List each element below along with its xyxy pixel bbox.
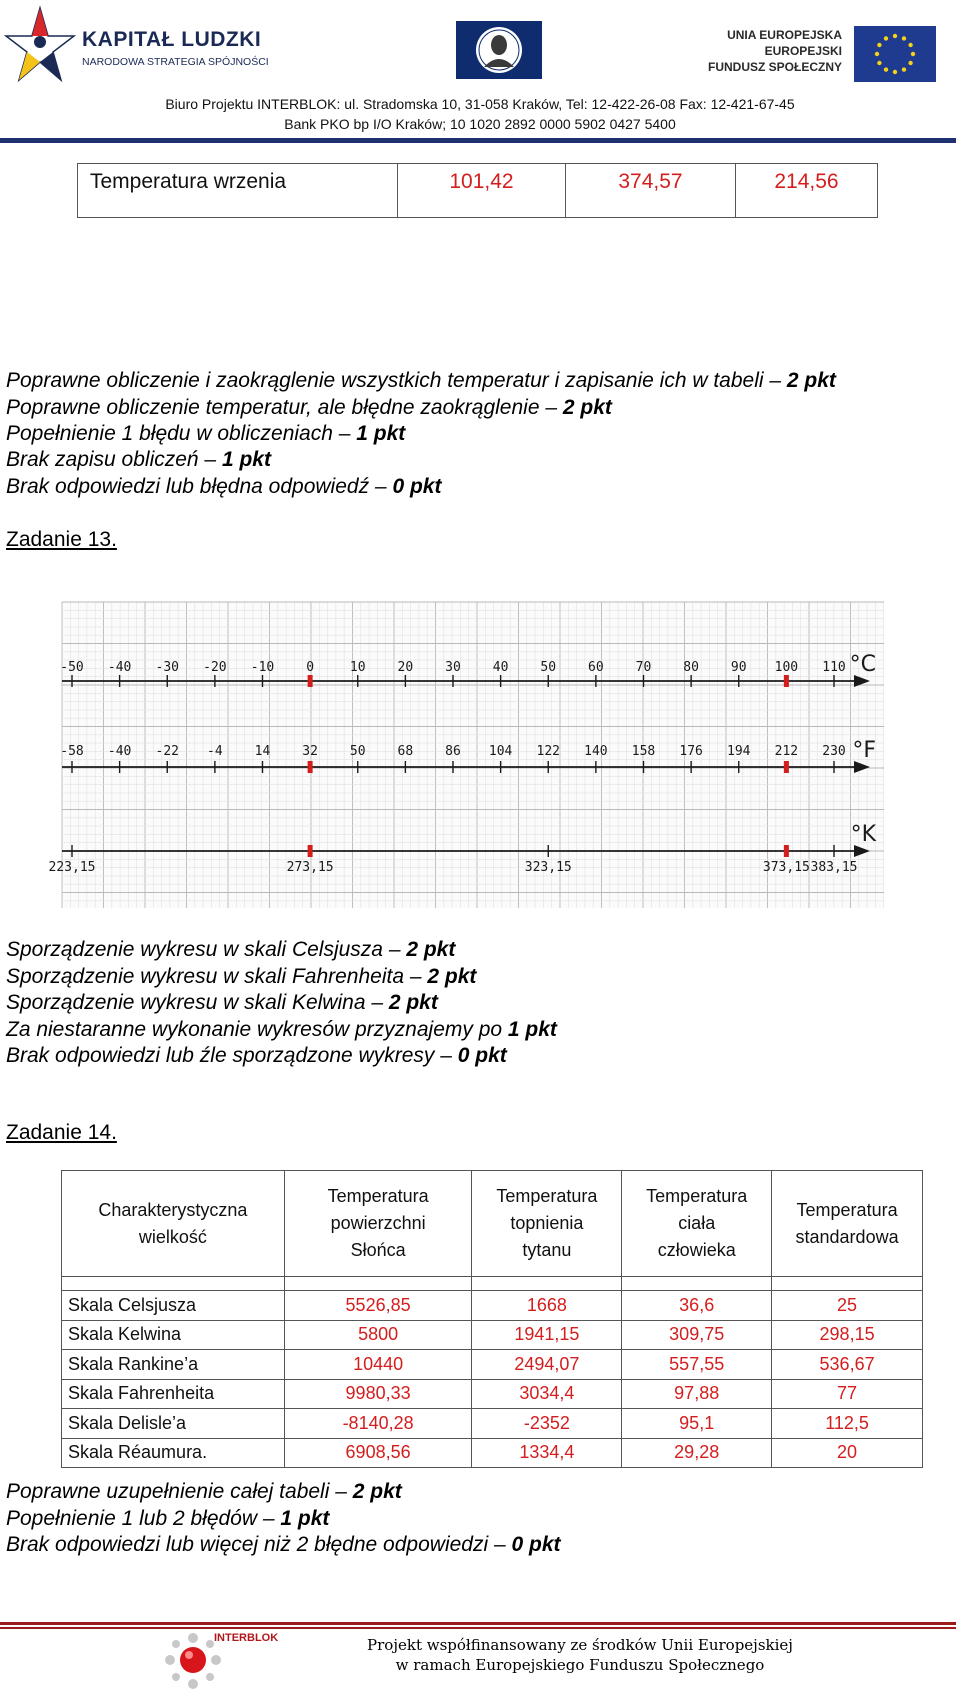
axis-unit-label: °F [852, 738, 876, 763]
axis-tick-label: 0 [306, 660, 315, 675]
table-cell-value: 374,57 [566, 164, 736, 218]
scoring-text: Poprawne obliczenie temperatur, ale błędne zaokrąglenie – [6, 396, 563, 419]
scoring-line [6, 475, 441, 499]
scoring-points: 2 pkt [352, 1480, 402, 1503]
table-cell-value: 6908,56 [284, 1438, 472, 1468]
column-header: Temperatura powierzchni Słońca [284, 1171, 472, 1277]
axis-unit-label: °C [849, 652, 876, 677]
table-cell-value: 1334,4 [472, 1438, 622, 1468]
scoring-points: 2 pkt [427, 965, 477, 988]
eu-star [893, 70, 897, 74]
reference-marker [784, 761, 789, 773]
scoring-line [6, 1507, 329, 1531]
footer-line-1: Projekt współfinansowany ze środków Unii Europejskiej [367, 1636, 793, 1654]
row-label: Skala Fahrenheita [62, 1379, 285, 1409]
eu-star [911, 52, 915, 56]
table-cell-value: 214,56 [736, 164, 878, 218]
table-cell-value: 25 [772, 1291, 923, 1321]
reference-marker [784, 675, 789, 687]
axis-unit-label: °K [850, 822, 876, 847]
axis-tick-label: 10 [349, 660, 366, 675]
axis-tick-label: -50 [60, 660, 84, 675]
axis-tick-label: 223,15 [48, 860, 96, 875]
reference-marker [308, 845, 313, 857]
axis-tick-label: 176 [679, 744, 703, 759]
scoring-text: Brak zapisu obliczeń – [6, 448, 222, 471]
eu-star [875, 52, 879, 56]
axis-tick-label: -30 [155, 660, 179, 675]
scoring-line [6, 1533, 561, 1557]
scoring-points: 2 pkt [406, 938, 456, 961]
portrait-emblem-icon [456, 21, 542, 79]
table-cell-value: 309,75 [622, 1320, 772, 1350]
table-cell-value: 77 [772, 1379, 923, 1409]
table-cell-value: 36,6 [622, 1291, 772, 1321]
eu-logo-line3: FUNDUSZ SPOŁECZNY [707, 60, 842, 74]
scoring-text: Brak odpowiedzi lub źle sporządzone wykresy – [6, 1044, 458, 1067]
eu-logo-line1: UNIA EUROPEJSKA [727, 28, 842, 42]
axis-tick-label: -58 [60, 744, 84, 759]
table-cell-value: 3034,4 [472, 1379, 622, 1409]
axis-tick-label: 50 [349, 744, 366, 759]
scoring-line [6, 448, 271, 472]
header-divider [0, 138, 956, 143]
table-cell-value: 10440 [284, 1350, 472, 1380]
scoring-line [6, 1018, 557, 1042]
scoring-text: Sporządzenie wykresu w skali Fahrenheita – [6, 965, 428, 988]
scoring-text: Sporządzenie wykresu w skali Kelwina – [6, 991, 389, 1014]
table-cell-value: 298,15 [772, 1320, 923, 1350]
scoring-points: 0 pkt [392, 475, 442, 498]
table-spacer-row [62, 1277, 923, 1291]
eu-star [884, 36, 888, 40]
reference-marker [308, 675, 313, 687]
eu-logo [707, 24, 936, 84]
scoring-points: 2 pkt [786, 369, 836, 392]
axis-tick-label: 86 [445, 744, 461, 759]
scoring-points: 1 pkt [507, 1018, 557, 1041]
scoring-line [6, 396, 612, 420]
column-header: Temperatura topnienia tytanu [472, 1171, 622, 1277]
axis-tick-label: -4 [207, 744, 223, 759]
scoring-text: Brak odpowiedzi lub więcej niż 2 błędne odpowiedzi – [6, 1533, 512, 1556]
axis-tick-label: 323,15 [524, 860, 572, 875]
scoring-line [6, 1044, 507, 1068]
axis-tick-label: 158 [631, 744, 656, 759]
table-cell-value: -2352 [472, 1409, 622, 1439]
table-cell-value: 95,1 [622, 1409, 772, 1439]
scoring-points: 1 pkt [221, 448, 271, 471]
table-cell-value: 1941,15 [472, 1320, 622, 1350]
axis-tick-label: -22 [155, 744, 179, 759]
table-cell-value: 2494,07 [472, 1350, 622, 1380]
table-row [62, 1379, 923, 1409]
scoring-points: 1 pkt [356, 422, 406, 445]
axis-tick-label: 230 [822, 744, 846, 759]
axis-tick-label: 194 [727, 744, 751, 759]
eu-star [902, 67, 906, 71]
scoring-line [6, 1480, 402, 1504]
task-14-heading: Zadanie 14. [6, 1121, 117, 1144]
scoring-line [6, 422, 405, 446]
scoring-line [6, 369, 836, 393]
axis-tick-label: -40 [107, 744, 132, 759]
scoring-text: Sporządzenie wykresu w skali Celsjusza – [6, 938, 407, 961]
row-label: Skala Delisle’a [62, 1409, 285, 1439]
axis-tick-label: -20 [203, 660, 227, 675]
axis-tick-label: 100 [774, 660, 799, 675]
portrait-emblem-logo [456, 21, 542, 79]
column-header: Temperatura ciała człowieka [622, 1171, 772, 1277]
scoring-points: 0 pkt [511, 1533, 561, 1556]
table-cell-value: 9980,33 [284, 1379, 472, 1409]
reference-marker [308, 761, 313, 773]
scoring-text: Brak odpowiedzi lub błędna odpowiedź – [6, 475, 393, 498]
axis-tick-label: 70 [635, 660, 652, 675]
eu-logo-line2: EUROPEJSKI [764, 44, 842, 58]
table-row [62, 1438, 923, 1468]
address-line-2: Bank PKO bp I/O Kraków; 10 1020 2892 0000 5902 0427 5400 [284, 116, 676, 132]
axis-tick-label: 110 [822, 660, 846, 675]
table-header-row [62, 1171, 923, 1277]
axis-tick-label: 383,15 [810, 860, 858, 875]
table-cell-value: 101,42 [398, 164, 566, 218]
eu-star [893, 34, 897, 38]
temperature-scales-table [61, 1170, 923, 1468]
scoring-text: Poprawne obliczenie i zaokrąglenie wszystkich temperatur i zapisanie ich w tabeli – [6, 369, 787, 392]
eu-star [908, 61, 912, 65]
eu-star [877, 43, 881, 47]
axis-tick-label: 60 [588, 660, 604, 675]
table-cell-value: 557,55 [622, 1350, 772, 1380]
row-label: Skala Kelwina [62, 1320, 285, 1350]
table-row [62, 1320, 923, 1350]
eu-star [908, 43, 912, 47]
scoring-line [6, 965, 476, 989]
reference-marker [784, 845, 789, 857]
axis-tick-label: 273,15 [286, 860, 334, 875]
scoring-text: Popełnienie 1 błędu w obliczeniach – [6, 422, 357, 445]
footer-line-2: w ramach Europejskiego Funduszu Społecznego [395, 1656, 765, 1674]
table-row [62, 1350, 923, 1380]
table-cell-value: 20 [772, 1438, 923, 1468]
axis-tick-label: -40 [107, 660, 132, 675]
scoring-points: 0 pkt [457, 1044, 507, 1067]
address-line-1: Biuro Projektu INTERBLOK: ul. Stradomska 10, 31-058 Kraków, Tel: 12-422-26-08 Fax: 12-421-67-45 [165, 96, 795, 112]
axis-tick-label: 50 [540, 660, 557, 675]
table-cell-value: 29,28 [622, 1438, 772, 1468]
table-cell-value: -8140,28 [284, 1409, 472, 1439]
table-cell-value: 112,5 [772, 1409, 923, 1439]
table-row [78, 164, 878, 218]
scoring-points: 2 pkt [388, 991, 438, 1014]
temperature-scales-graph [48, 602, 884, 908]
axis-tick-label: -10 [250, 660, 275, 675]
axis-tick-label: 90 [730, 660, 747, 675]
kapital-ludzki-subtitle: NARODOWA STRATEGIA SPÓJNOŚCI [82, 56, 269, 68]
axis-tick-label: 30 [445, 660, 461, 675]
row-label: Skala Réaumura. [62, 1438, 285, 1468]
scoring-text: Poprawne uzupełnienie całej tabeli – [6, 1480, 353, 1503]
axis-tick-label: 32 [302, 744, 318, 759]
table-cell-value: 1668 [472, 1291, 622, 1321]
interblok-brand: INTERBLOK [214, 1632, 279, 1644]
scoring-text: Popełnienie 1 lub 2 błędów – [6, 1507, 281, 1530]
table-cell-value: 5800 [284, 1320, 472, 1350]
boiling-temperature-table [77, 163, 878, 218]
eu-star [877, 61, 881, 65]
scoring-points: 1 pkt [280, 1507, 330, 1530]
row-label: Skala Rankine’a [62, 1350, 285, 1380]
axis-tick-label: 68 [397, 744, 414, 759]
axis-tick-label: 122 [536, 744, 560, 759]
axis-tick-label: 14 [254, 744, 271, 759]
eu-flag-icon [854, 26, 936, 82]
axis-tick-label: 212 [774, 744, 799, 759]
table-row [62, 1409, 923, 1439]
axis-tick-label: 20 [397, 660, 414, 675]
footer-divider [0, 1622, 956, 1625]
axis-tick-label: 40 [492, 660, 509, 675]
eu-star [902, 36, 906, 40]
kapital-ludzki-title: KAPITAŁ LUDZKI [82, 28, 262, 51]
scoring-text: Za niestaranne wykonanie wykresów przyznajemy po [6, 1018, 508, 1041]
table-row [62, 1291, 923, 1321]
axis-tick-label: 373,15 [762, 860, 810, 875]
table-cell-value: 5526,85 [284, 1291, 472, 1321]
axis-tick-label: 80 [683, 660, 699, 675]
table-cell-value: 97,88 [622, 1379, 772, 1409]
scoring-line [6, 938, 455, 962]
eu-star [884, 67, 888, 71]
footer-divider-thin [0, 1627, 956, 1629]
kapital-ludzki-logo [14, 6, 274, 86]
column-header: Charakterystyczna wielkość [62, 1171, 285, 1277]
kapital-ludzki-emblem-icon [14, 6, 78, 86]
row-label: Skala Celsjusza [62, 1291, 285, 1321]
row-label: Temperatura wrzenia [78, 164, 398, 218]
scoring-line [6, 991, 438, 1015]
scoring-points: 2 pkt [562, 396, 612, 419]
axis-tick-label: 104 [488, 744, 513, 759]
table-cell-value: 536,67 [772, 1350, 923, 1380]
graph-paper-background [62, 602, 884, 908]
task-13-heading: Zadanie 13. [6, 528, 117, 551]
axis-tick-label: 140 [584, 744, 608, 759]
column-header: Temperatura standardowa [772, 1171, 923, 1277]
